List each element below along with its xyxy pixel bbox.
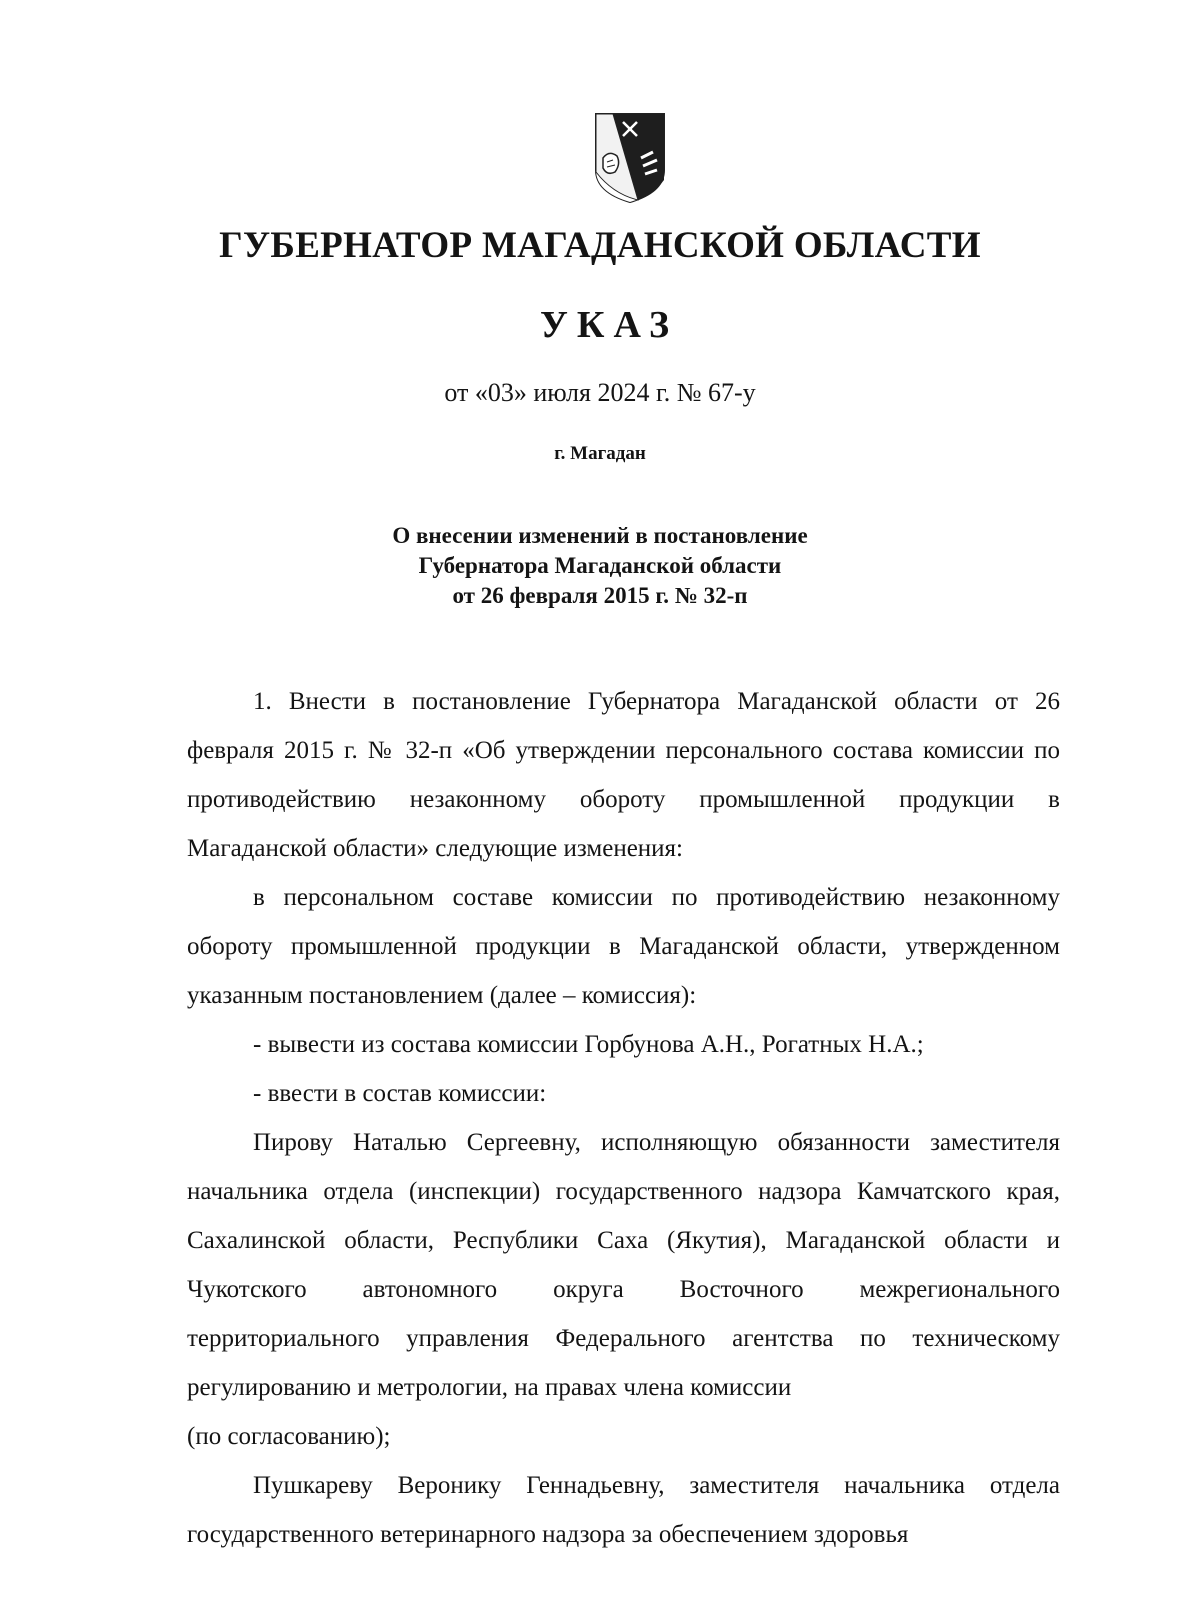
body-paragraph: - ввести в состав комиссии: [253, 1080, 547, 1107]
title-line: Губернатора Магаданской области [418, 553, 782, 578]
title-line: от 26 февраля 2015 г. № 32-п [452, 583, 748, 608]
document-body [187, 677, 1060, 1559]
body-paragraph: в персональном составе комиссии по противодействию незаконному обороту промышленной продукции в Магаданской области, утвержденном указанным постановлением (далее – комиссия): [187, 884, 1060, 1009]
coat-of-arms-icon [593, 110, 667, 204]
body-paragraph: - вывести из состава комиссии Горбунова А.Н., Рогатных Н.А.; [253, 1031, 924, 1058]
document-date-number: от «03» июля 2024 г. № 67-у [444, 378, 756, 407]
title-line: О внесении изменений в постановление [392, 523, 808, 548]
issuing-authority: ГУБЕРНАТОР МАГАДАНСКОЙ ОБЛАСТИ [219, 225, 981, 266]
document-type: УКАЗ [540, 304, 678, 346]
body-paragraph: Пирову Наталью Сергеевну, исполняющую обязанности заместителя начальника отдела (инспекции) государственного надзора Камчатского края, Сахалинской области, Республики Саха (Якутия), Магаданской области и Чукотского автономного округа Восточного межрегионального территориального управления Федерального агентства по техническому регулированию и метрологии, на правах члена комиссии [187, 1129, 1060, 1401]
body-paragraph-continuation: (по согласованию); [187, 1423, 391, 1450]
document-place: г. Магадан [554, 443, 646, 464]
body-paragraph: Пушкареву Веронику Геннадьевну, заместителя начальника отдела государственного ветеринарного надзора за обеспечением здоровья [187, 1472, 1060, 1548]
document-title [0, 521, 1200, 611]
body-paragraph: 1. Внести в постановление Губернатора Магаданской области от 26 февраля 2015 г. № 32-п «Об утверждении персонального состава комиссии по противодействию незаконному обороту промышленной продукции в Магаданской области» следующие изменения: [187, 688, 1060, 862]
